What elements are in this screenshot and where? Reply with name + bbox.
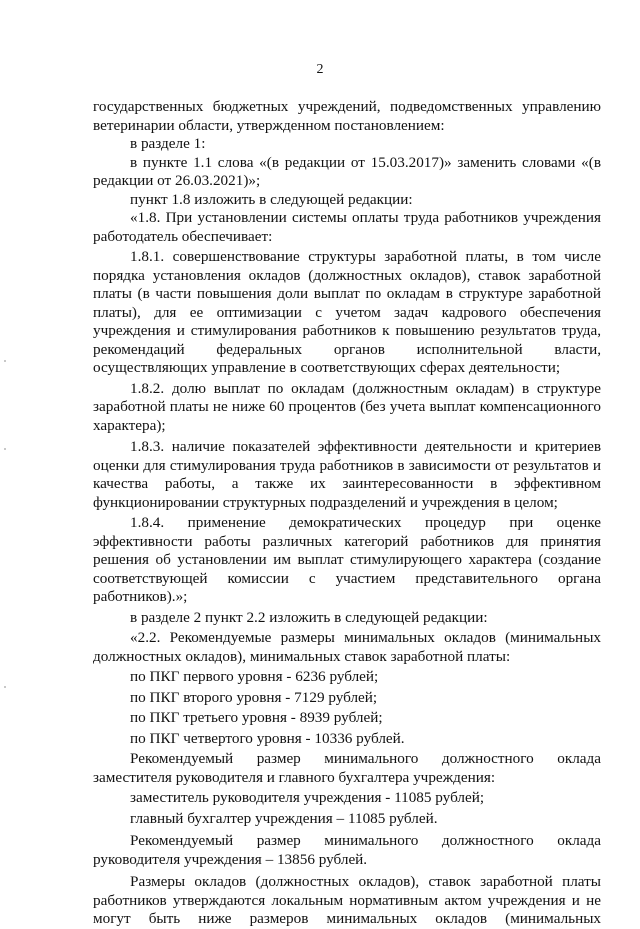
paragraph-head-salary: Рекомендуемый размер минимального должностного оклада руководителя учреждения – 13856 рублей. xyxy=(93,832,601,868)
paragraph-2-2: «2.2. Рекомендуемые размеры минимальных окладов (минимальных должностных окладов), минимальных ставок заработной платы: xyxy=(93,629,601,665)
document-body xyxy=(93,98,601,929)
list-item-pkg-1: по ПКГ первого уровня - 6236 рублей; xyxy=(130,668,379,685)
paragraph-1-8-4: 1.8.4. применение демократических процедур при оценке эффективности работы различных категорий работников для принятия решения об установлении им выплат стимулирующего характера (создание соответствующей комиссии с участием представительного органа работников).»; xyxy=(93,514,601,605)
scan-mark xyxy=(4,448,6,450)
scan-mark xyxy=(4,686,6,688)
paragraph-deputy-salary: Рекомендуемый размер минимального должностного оклада заместителя руководителя и главного бухгалтера учреждения: xyxy=(93,750,601,786)
paragraph-1-8-3: 1.8.3. наличие показателей эффективности деятельности и критериев оценки для стимулирования труда работников в зависимости от результатов и качества работы, а также их заинтересованности в эффективном функционировании структурных подразделений и учреждения в целом; xyxy=(93,438,601,511)
list-item-pkg-4: по ПКГ четвертого уровня - 10336 рублей. xyxy=(130,729,405,747)
list-item-pkg-3: по ПКГ третьего уровня - 8939 рублей; xyxy=(130,709,383,726)
list-item-chief-accountant: главный бухгалтер учреждения – 11085 рублей. xyxy=(130,809,438,827)
list-item-pkg-2: по ПКГ второго уровня - 7129 рублей; xyxy=(130,688,378,706)
page-number: 2 xyxy=(316,62,324,77)
paragraph-section-2: в разделе 2 пункт 2.2 изложить в следующей редакции: xyxy=(130,608,488,626)
list-item-deputy: заместитель руководителя учреждения - 11085 рублей; xyxy=(130,789,485,806)
paragraph-1-8-1: 1.8.1. совершенствование структуры заработной платы, в том числе порядка установления окладов (должностных окладов), ставок заработной платы (в части повышения доли выплат по окладам в структуре заработной платы), для ее оптимизации с учетом задач кадрового обеспечения учреждения и стимулирования работников к повышению результатов труда, рекомендаций федеральных органов исполнительной власти, осуществляющих управление в соответствующих сферах деятельности; xyxy=(93,248,601,376)
paragraph-1-8-2: 1.8.2. долю выплат по окладам (должностным окладам) в структуре заработной платы не ниже 60 процентов (без учета выплат компенсационного характера); xyxy=(93,379,601,434)
paragraph-section-1: в разделе 1: xyxy=(130,135,206,152)
paragraph-intro: государственных бюджетных учреждений, подведомственных управлению ветеринарии области, утвержденном постановлением: xyxy=(93,98,601,134)
paragraph-point-1-1: в пункте 1.1 слова «(в редакции от 15.03.2017)» заменить словами «(в редакции от 26.03.2021)»; xyxy=(93,153,601,189)
paragraph-point-1-8-intro: пункт 1.8 изложить в следующей редакции: xyxy=(130,190,413,208)
paragraph-salary-sizes: Размеры окладов (должностных окладов), ставок заработной платы работников утверждаются локальным нормативным актом учреждения и не могут быть ниже размеров минимальных окладов (минимальных xyxy=(93,873,601,927)
paragraph-1-8: «1.8. При установлении системы оплаты труда работников учреждения работодатель обеспечивает: xyxy=(93,209,601,245)
scan-mark xyxy=(4,360,6,362)
